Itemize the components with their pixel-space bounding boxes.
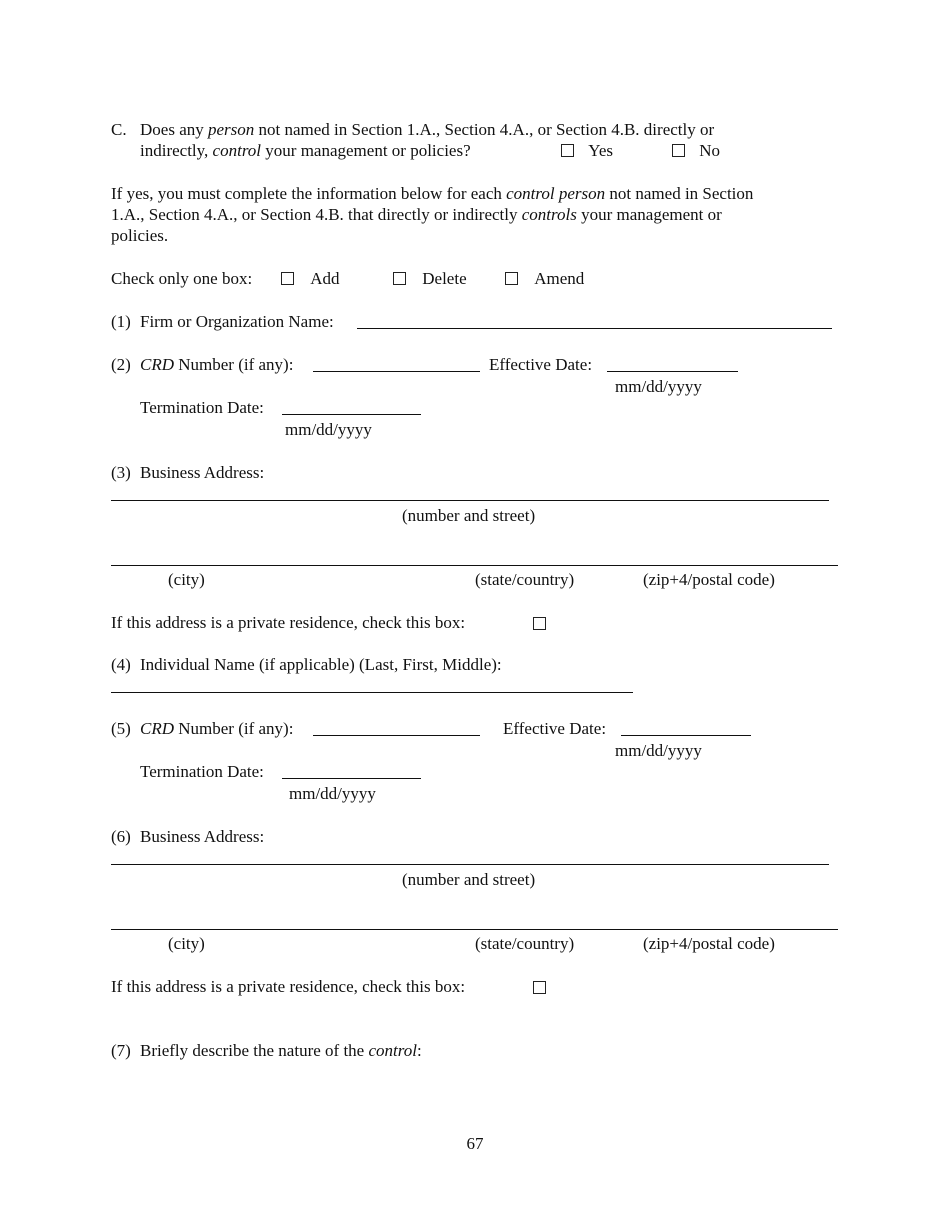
- effective-date-format: mm/dd/yyyy: [615, 377, 702, 396]
- instruction-line-2: 1.A., Section 4.A., or Section 4.B. that directly or indirectly controls your management or: [111, 205, 722, 224]
- firm-name-label: Firm or Organization Name:: [140, 312, 334, 331]
- city-state-zip-field[interactable]: [111, 565, 838, 566]
- individual-name-label: Individual Name (if applicable) (Last, First, Middle):: [140, 655, 502, 674]
- termination-date-label: Termination Date:: [140, 398, 264, 417]
- street-field-2[interactable]: [111, 864, 829, 865]
- question-line-2: indirectly, control your management or policies?: [140, 141, 471, 160]
- section-letter: C.: [111, 120, 127, 139]
- no-checkbox[interactable]: [672, 144, 685, 157]
- effective-date-format-2: mm/dd/yyyy: [615, 741, 702, 760]
- amend-option[interactable]: Amend: [505, 269, 584, 289]
- control-description-label: Briefly describe the nature of the control:: [140, 1041, 422, 1060]
- termination-date-label-2: Termination Date:: [140, 762, 264, 781]
- instruction-line-1: If yes, you must complete the information below for each control person not named in Section: [111, 184, 754, 203]
- check-one-label: Check only one box:: [111, 269, 253, 288]
- item-5-number: (5): [111, 719, 131, 738]
- effective-date-label: Effective Date:: [489, 355, 593, 374]
- termination-date-format: mm/dd/yyyy: [285, 420, 372, 439]
- delete-option[interactable]: Delete: [393, 269, 467, 289]
- amend-checkbox[interactable]: [505, 272, 518, 285]
- street-caption: (number and street): [402, 506, 536, 525]
- crd-label: CRD Number (if any):: [140, 355, 294, 374]
- state-caption-2: (state/country): [475, 934, 575, 953]
- street-caption-2: (number and street): [402, 870, 536, 889]
- termination-date-format-2: mm/dd/yyyy: [289, 784, 376, 803]
- zip-caption-2: (zip+4/postal code): [643, 934, 775, 953]
- page-number: 67: [466, 1134, 484, 1153]
- item-3-number: (3): [111, 463, 131, 482]
- effective-date-field-2[interactable]: [621, 735, 751, 736]
- question-line-1: Does any person not named in Section 1.A., Section 4.A., or Section 4.B. directly or: [140, 120, 715, 139]
- zip-caption: (zip+4/postal code): [643, 570, 775, 589]
- business-address-label: Business Address:: [140, 463, 265, 482]
- city-caption-2: (city): [168, 934, 205, 953]
- crd-number-field[interactable]: [313, 371, 480, 372]
- item-1-number: (1): [111, 312, 131, 331]
- delete-checkbox[interactable]: [393, 272, 406, 285]
- add-option[interactable]: Add: [281, 269, 340, 289]
- yes-checkbox[interactable]: [561, 144, 574, 157]
- individual-name-field[interactable]: [111, 692, 633, 693]
- add-checkbox[interactable]: [281, 272, 294, 285]
- firm-name-field[interactable]: [357, 328, 832, 329]
- crd-label-2: CRD Number (if any):: [140, 719, 294, 738]
- effective-date-label-2: Effective Date:: [503, 719, 607, 738]
- private-residence-checkbox[interactable]: [533, 617, 546, 630]
- private-residence-checkbox-2[interactable]: [533, 981, 546, 994]
- item-4-number: (4): [111, 655, 131, 674]
- state-caption: (state/country): [475, 570, 575, 589]
- effective-date-field[interactable]: [607, 371, 738, 372]
- business-address-label-2: Business Address:: [140, 827, 265, 846]
- private-residence-label: If this address is a private residence, check this box:: [111, 613, 466, 632]
- crd-number-field-2[interactable]: [313, 735, 480, 736]
- city-state-zip-field-2[interactable]: [111, 929, 838, 930]
- termination-date-field[interactable]: [282, 414, 421, 415]
- item-2-number: (2): [111, 355, 131, 374]
- yes-option[interactable]: Yes: [561, 141, 613, 161]
- item-6-number: (6): [111, 827, 131, 846]
- private-residence-label-2: If this address is a private residence, check this box:: [111, 977, 466, 996]
- instruction-line-3: policies.: [111, 226, 169, 245]
- street-field[interactable]: [111, 500, 829, 501]
- no-option[interactable]: No: [672, 141, 720, 161]
- termination-date-field-2[interactable]: [282, 778, 421, 779]
- city-caption: (city): [168, 570, 205, 589]
- item-7-number: (7): [111, 1041, 131, 1060]
